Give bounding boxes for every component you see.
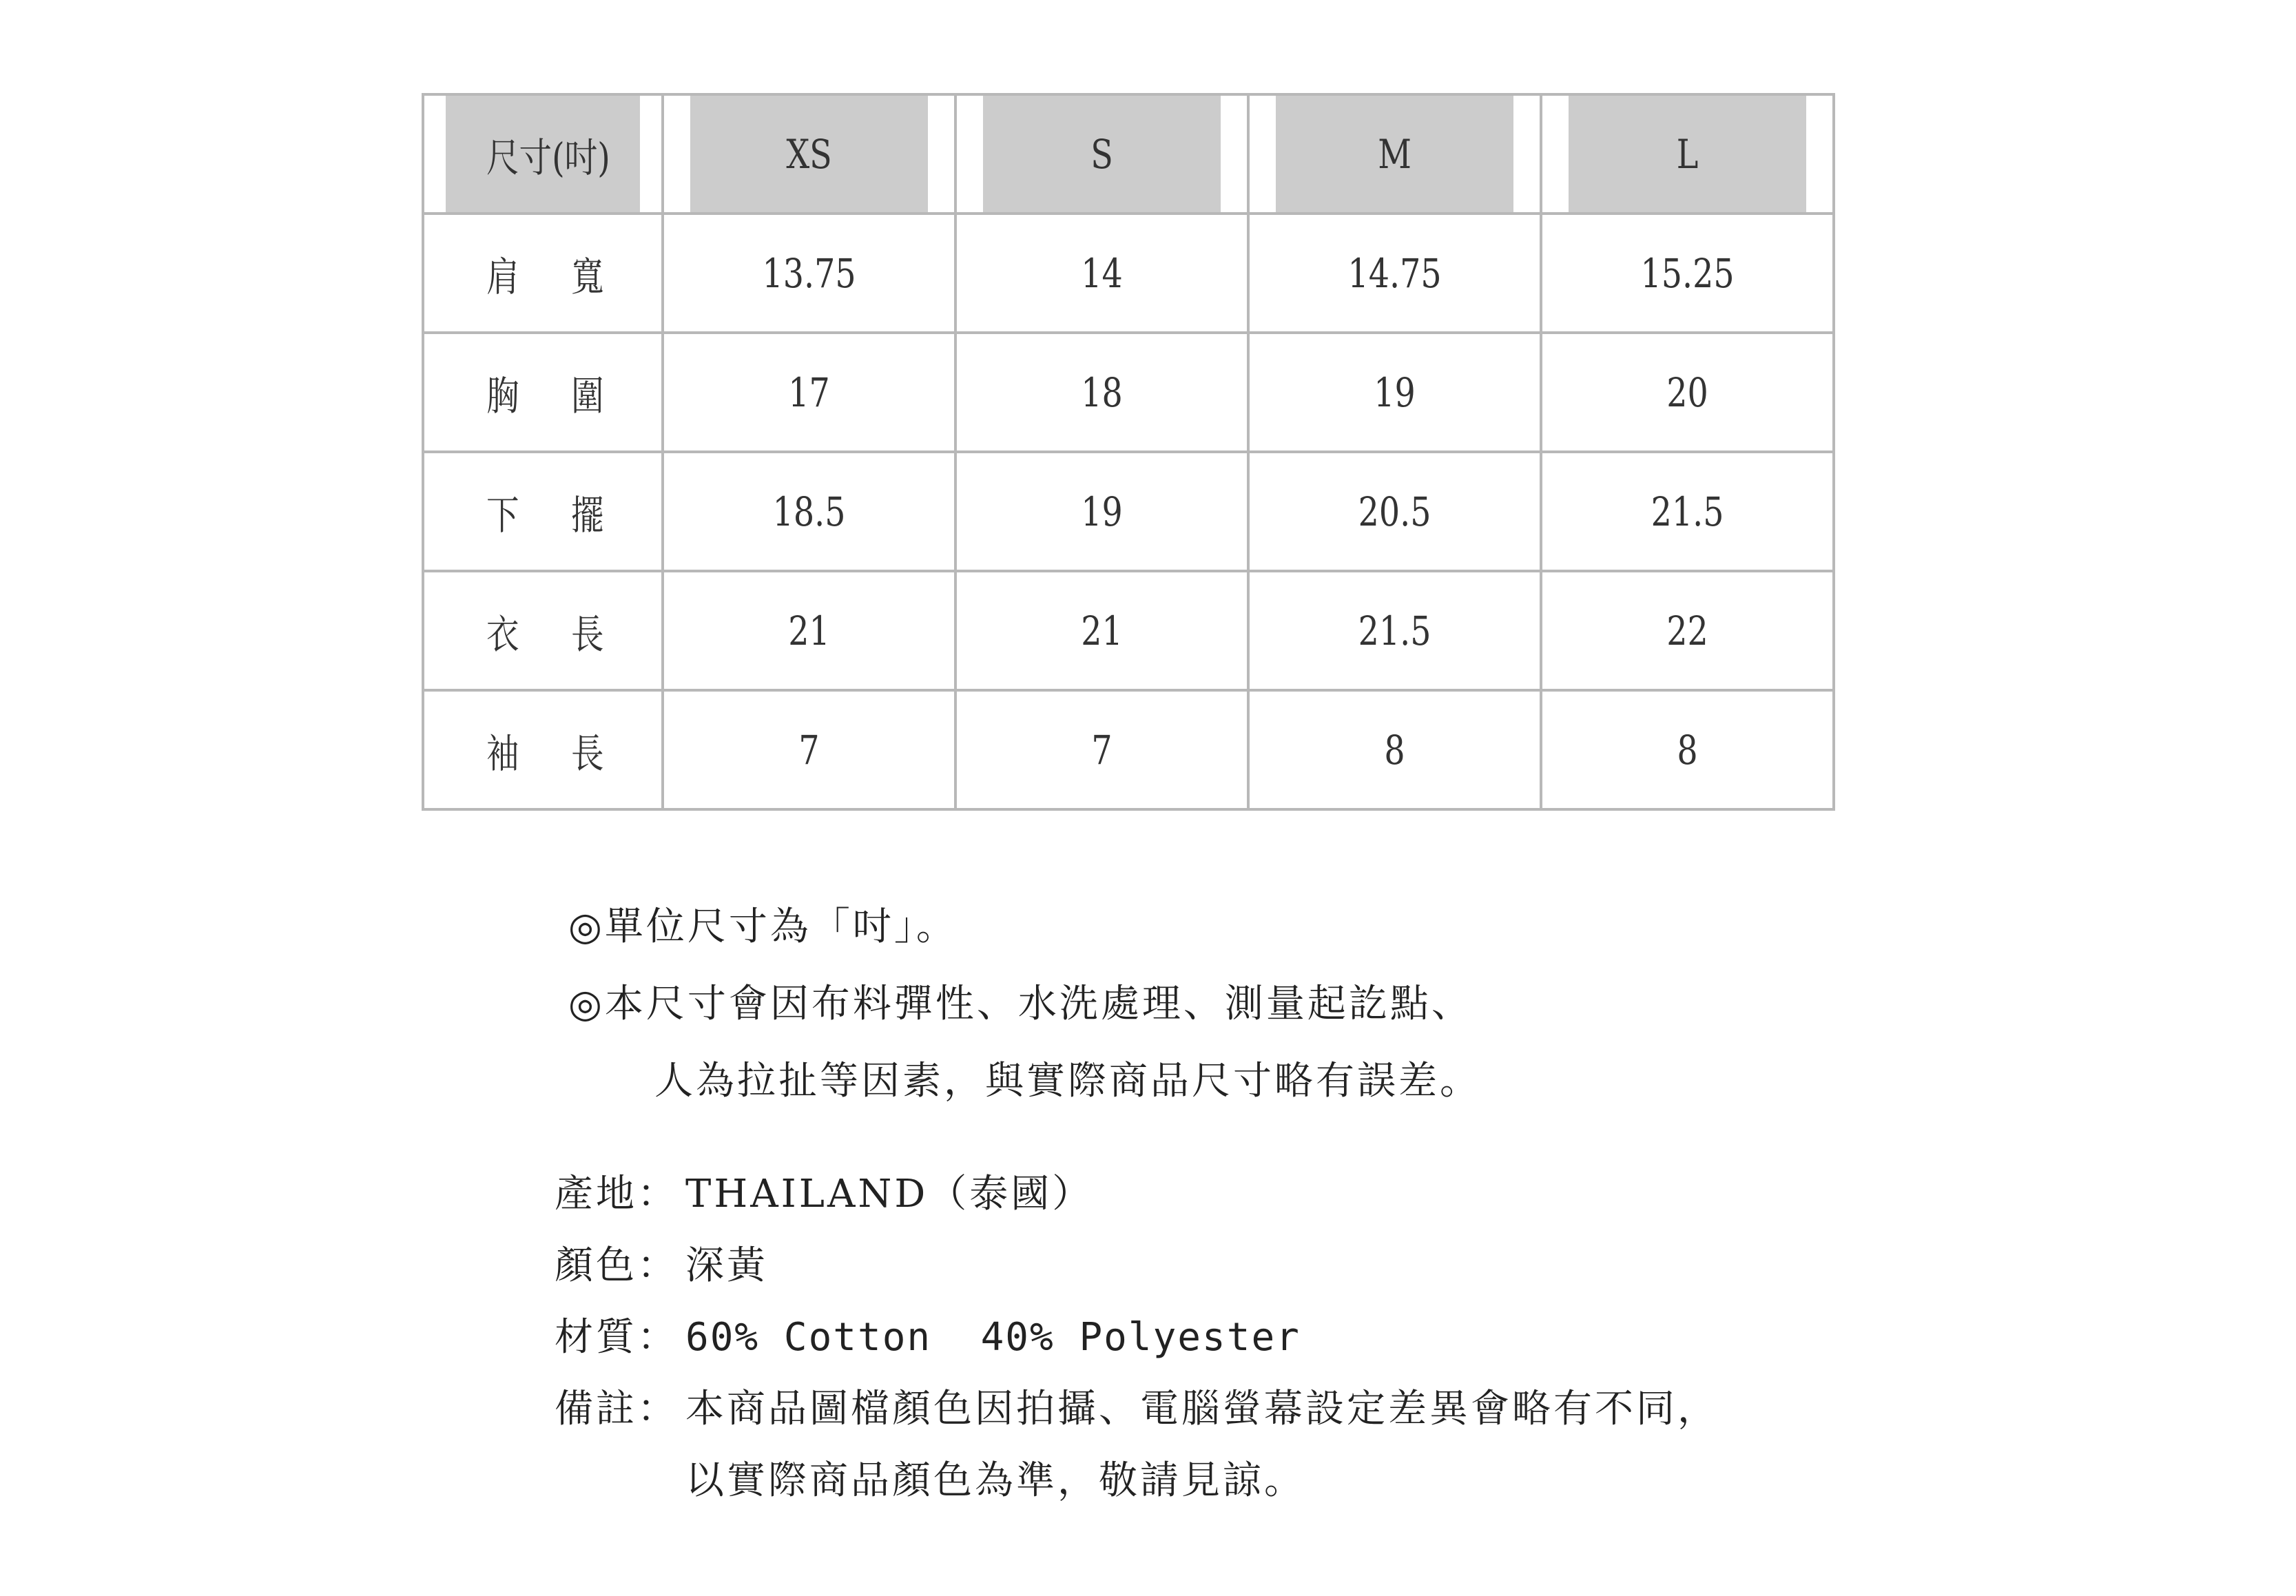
table-cell: 13.75: [689, 214, 929, 333]
table-cell: 14.75: [1274, 214, 1515, 333]
remark-row: [555, 1374, 1719, 1445]
size-notes: [568, 889, 1481, 1120]
table-cell: 19: [982, 452, 1222, 571]
table-cell: 15.25: [1567, 214, 1808, 333]
remark-continued: 以實際商品顏色為準，敬請見諒。: [685, 1458, 1305, 1503]
table-cell: 8: [1567, 690, 1808, 809]
remark-label: 備註：: [555, 1387, 679, 1431]
table-cell: 21: [982, 571, 1222, 690]
product-info: [555, 1159, 1719, 1517]
remark-value: 本商品圖檔顏色因拍攝、電腦螢幕設定差異會略有不同，: [685, 1387, 1719, 1431]
color-row: [555, 1230, 1719, 1302]
row-label-chest: 胸 圍: [444, 333, 641, 452]
size-header-s: S: [982, 94, 1222, 214]
table-row: [423, 571, 1834, 690]
table-cell: 22: [1567, 571, 1808, 690]
row-label-hem: 下 擺: [444, 452, 641, 571]
color-label: 顏色：: [555, 1243, 679, 1288]
size-header-row: [423, 94, 1834, 214]
material-label: 材質：: [555, 1315, 679, 1360]
note-unit: ◎單位尺寸為「吋」。: [568, 904, 958, 949]
table-cell: 21.5: [1567, 452, 1808, 571]
row-label-sleeve: 袖 長: [444, 690, 641, 809]
table-cell: 7: [689, 690, 929, 809]
table-cell: 19: [1274, 333, 1515, 452]
size-chart-table: [422, 93, 1835, 811]
size-header-xs: XS: [689, 94, 929, 214]
table-cell: 18.5: [689, 452, 929, 571]
table-cell: 8: [1274, 690, 1515, 809]
material-row: [555, 1302, 1719, 1374]
origin-row: [555, 1159, 1719, 1230]
table-row: [423, 333, 1834, 452]
table-cell: 21: [689, 571, 929, 690]
size-header-m: M: [1274, 94, 1515, 214]
table-row: [423, 690, 1834, 809]
table-cell: 7: [982, 690, 1222, 809]
color-value: 深黃: [685, 1243, 768, 1288]
table-cell: 17: [689, 333, 929, 452]
table-cell: 21.5: [1274, 571, 1515, 690]
table-row: [423, 452, 1834, 571]
size-header-l: L: [1567, 94, 1808, 214]
note-variance: ◎本尺寸會因布料彈性、水洗處理、測量起訖點、: [568, 982, 1473, 1026]
table-cell: 20.5: [1274, 452, 1515, 571]
origin-value: THAILAND（泰國）: [685, 1172, 1094, 1216]
table-cell: 18: [982, 333, 1222, 452]
row-label-length: 衣 長: [444, 571, 641, 690]
row-label-shoulder: 肩 寬: [444, 214, 641, 333]
material-value: 60% Cotton 40% Polyester: [685, 1315, 1301, 1360]
note-variance-continued: 人為拉扯等因素，與實際商品尺寸略有誤差。: [654, 1059, 1481, 1103]
table-cell: 14: [982, 214, 1222, 333]
origin-label: 產地：: [555, 1172, 679, 1216]
table-cell: 20: [1567, 333, 1808, 452]
table-row: [423, 214, 1834, 333]
size-unit-header: 尺寸(吋): [444, 94, 641, 214]
